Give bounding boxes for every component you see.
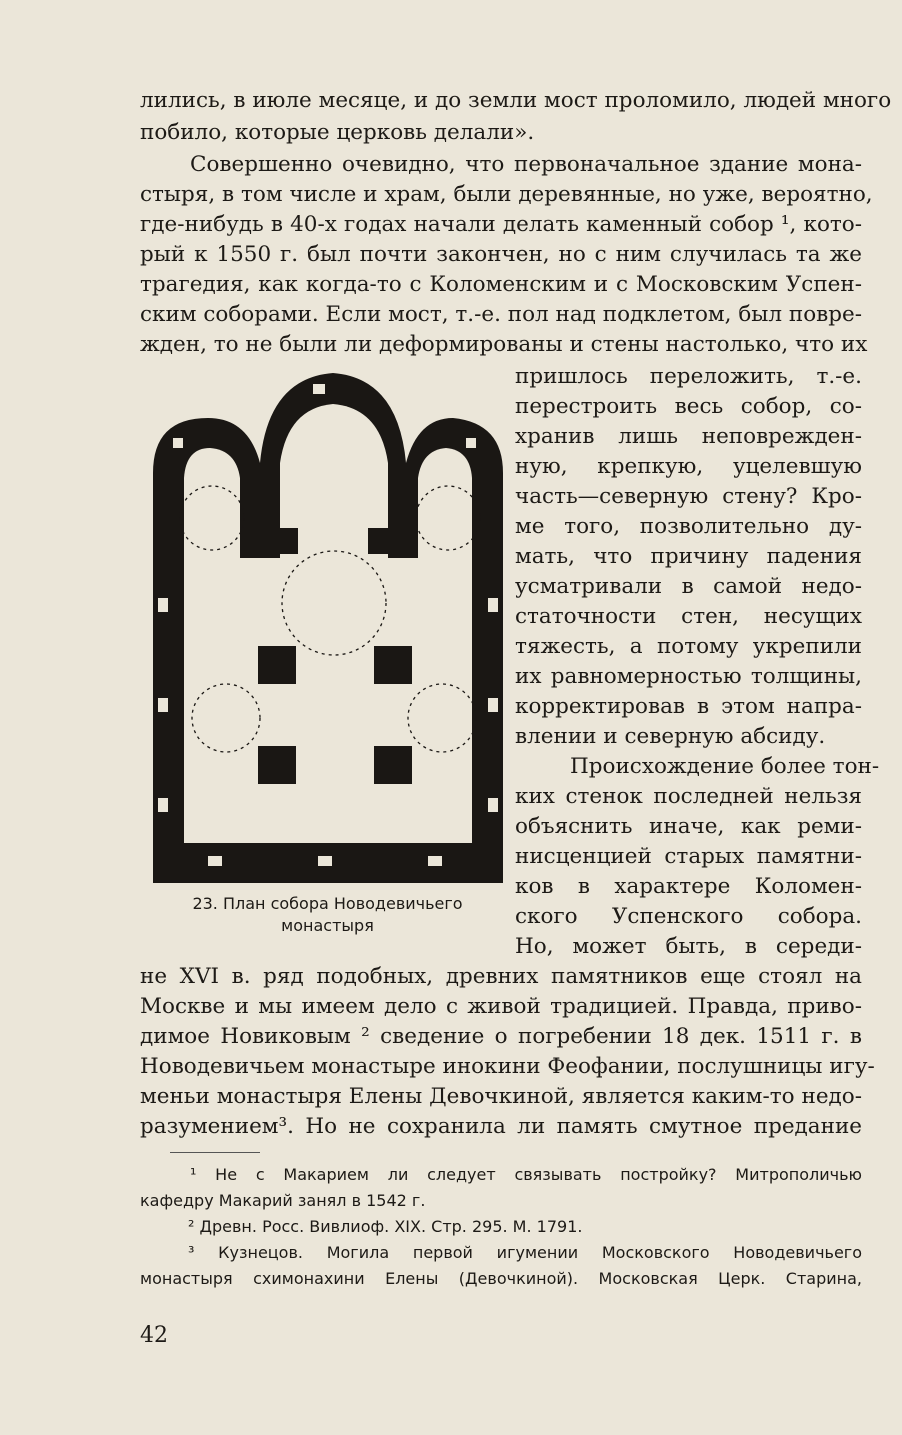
text-line: ков в характере Коломен- <box>515 874 862 899</box>
text-line: объяснить иначе, как реми- <box>515 814 862 839</box>
text-line: перестроить весь собор, со- <box>515 394 862 419</box>
footnote-line: ² Древн. Росс. Вивлиоф. XIX. Стр. 295. М. 1791. <box>188 1217 583 1236</box>
text-line: статочности стен, несущих <box>515 604 862 629</box>
text-line: часть—северную стену? Кро- <box>515 484 862 509</box>
text-line: Новодевичьем монастыре инокини Феофании, послушницы игу- <box>140 1054 875 1079</box>
text-line: влении и северную абсиду. <box>515 724 826 749</box>
text-line: димое Новиковым ² сведение о погребении 18 дек. 1511 г. в <box>140 1024 862 1049</box>
text-line: ского Успенского собора. <box>515 904 862 929</box>
text-line: лились, в июле месяце, и до земли мост проломило, людей много <box>140 88 892 113</box>
plan-pillar <box>374 746 412 784</box>
text-line: меньи монастыря Елены Девочкиной, является каким-то недо- <box>140 1084 862 1109</box>
text-line: разумением³. Но не сохранила ли память смутное предание <box>140 1114 862 1139</box>
text-line: пришлось переложить, т.-е. <box>515 364 862 389</box>
text-line: хранив лишь неповрежден- <box>515 424 862 449</box>
text-line: Совершенно очевидно, что первоначальное здание мона- <box>190 152 862 177</box>
text-line: жден, то не были ли деформированы и стены настолько, что их <box>140 332 868 357</box>
text-line: Москве и мы имеем дело с живой традицией. Правда, приво- <box>140 994 862 1019</box>
figure-caption-line-2: монастыря <box>281 916 374 935</box>
text-line: Происхождение более тон- <box>570 754 880 779</box>
footnote-line: ³ Кузнецов. Могила первой игумении Московского Новодевичьего <box>188 1243 862 1262</box>
text-line: побило, которые церковь делали». <box>140 120 535 145</box>
figure-caption <box>145 893 510 937</box>
text-line: усматривали в самой недо- <box>515 574 862 599</box>
text-line: ких стенок последней нельзя <box>515 784 862 809</box>
text-line: Но, может быть, в середи- <box>515 934 862 959</box>
text-line: где-нибудь в 40-х годах начали делать каменный собор ¹, кото- <box>140 212 862 237</box>
text-line: ским соборами. Если мост, т.-е. пол над подклетом, был повре- <box>140 302 862 327</box>
footnote-line: кафедру Макарий занял в 1542 г. <box>140 1191 426 1210</box>
plan-pillar <box>258 746 296 784</box>
footnote-line: ¹ Не с Макарием ли следует связывать постройку? Митрополичью <box>190 1165 862 1184</box>
text-line: корректировав в этом напра- <box>515 694 862 719</box>
footnote-rule <box>170 1152 260 1153</box>
text-line: их равномерностью толщины, <box>515 664 862 689</box>
text-line: стыря, в том числе и храм, были деревянные, но уже, вероятно, <box>140 182 873 207</box>
text-line: трагедия, как когда-то с Коломенским и с Московским Успен- <box>140 272 862 297</box>
figure-caption-line-1: 23. План собора Новодевичьего <box>192 894 463 913</box>
plan-pillar <box>258 646 296 684</box>
text-line: ную, крепкую, уцелевшую <box>515 454 862 479</box>
text-line: ме того, позволительно ду- <box>515 514 862 539</box>
text-line: нисценцией старых памятни- <box>515 844 862 869</box>
text-line: тяжесть, а потому укрепили <box>515 634 862 659</box>
text-line: мать, что причину падения <box>515 544 862 569</box>
cathedral-plan-figure <box>148 368 508 883</box>
text-line: не XVI в. ряд подобных, древних памятников еще стоял на <box>140 964 862 989</box>
text-line: рый к 1550 г. был почти закончен, но с ним случилась та же <box>140 242 862 267</box>
page-number: 42 <box>140 1323 168 1348</box>
footnote-line: монастыря схимонахини Елены (Девочкиной). Московская Церк. Старина, <box>140 1269 862 1288</box>
plan-pillar <box>374 646 412 684</box>
